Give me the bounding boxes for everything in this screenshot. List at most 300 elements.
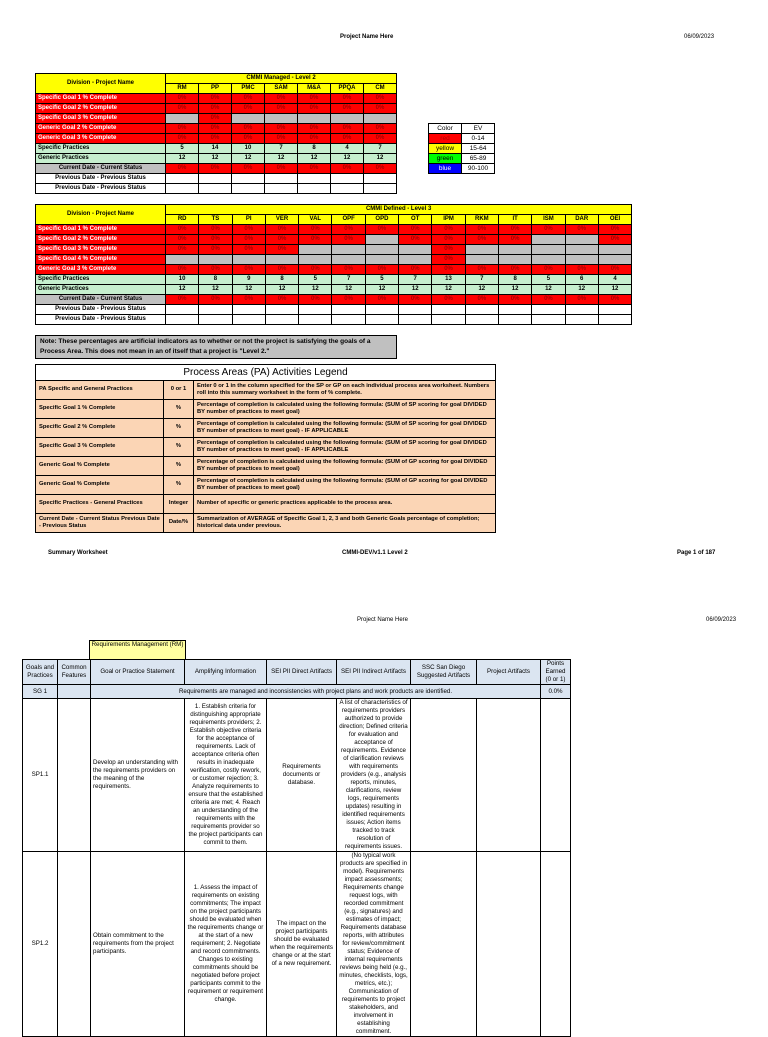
pa-term: Generic Goal % Complete xyxy=(36,476,164,495)
grid-cell: 0% xyxy=(265,245,298,255)
grid-cell: 0% xyxy=(432,265,465,275)
grid-cell: 12 xyxy=(532,285,565,295)
pa-unit: % xyxy=(164,419,194,438)
row-label: Specific Practices xyxy=(36,275,166,285)
pa-term: Specific Goal 1 % Complete xyxy=(36,400,164,419)
grid-cell: 8 xyxy=(265,275,298,285)
grid-cell: 12 xyxy=(265,154,298,164)
grid-cell xyxy=(265,315,298,325)
pa-unit: % xyxy=(164,457,194,476)
grid-cell: 0% xyxy=(265,94,298,104)
grid-cell: 0% xyxy=(365,265,398,275)
grid-cell xyxy=(265,305,298,315)
grid-cell xyxy=(199,255,232,265)
grid-cell xyxy=(598,255,631,265)
grid-cell: 0% xyxy=(199,94,232,104)
common-feature-cell xyxy=(58,852,91,1037)
color-range: 15-64 xyxy=(462,144,495,154)
grid-cell: 0% xyxy=(199,104,232,114)
grid-cell xyxy=(465,305,498,315)
grid-cell: 12 xyxy=(265,285,298,295)
grid-cell xyxy=(265,114,298,124)
grid-cell: 0% xyxy=(232,245,265,255)
color-key-table xyxy=(428,123,495,174)
grid-cell xyxy=(166,315,199,325)
grid-cell: 0% xyxy=(265,104,298,114)
grid-cell: 12 xyxy=(298,154,331,164)
grid-cell xyxy=(331,174,364,184)
grid-cell xyxy=(565,235,598,245)
grid-cell: 0% xyxy=(299,235,332,245)
sg-statement: Requirements are managed and inconsistencies with project plans and work products are identified. xyxy=(91,685,541,699)
grid-cell: 0% xyxy=(298,104,331,114)
grid-cell xyxy=(565,245,598,255)
level2-table xyxy=(35,73,397,194)
req-header: Goal or Practice Statement xyxy=(91,660,185,685)
grid-cell: 12 xyxy=(498,285,531,295)
grid-cell: 7 xyxy=(399,275,432,285)
practice-statement: Obtain commitment to the requirements from the project participants. xyxy=(91,852,185,1037)
grid-cell: 0% xyxy=(332,235,365,245)
grid-cell xyxy=(299,305,332,315)
row-label: Current Date - Current Status xyxy=(36,164,166,174)
sg-spacer xyxy=(58,685,91,699)
column-header: PPQA xyxy=(331,84,364,94)
grid-cell: 12 xyxy=(232,285,265,295)
column-header: DAR xyxy=(565,215,598,225)
row-label: Previous Date - Previous Status xyxy=(36,174,166,184)
grid-cell xyxy=(364,114,397,124)
grid-cell xyxy=(598,245,631,255)
grid-cell: 0% xyxy=(532,295,565,305)
grid-cell: 8 xyxy=(498,275,531,285)
amplifying-info: 1. Assess the impact of requirements on existing commitments; The impact on the project participants should be evaluated when the requirements change or at the start of a new requirement; 2. Negotiate and record commitments. Changes to existing commitments should be negotiated before project participants commit to the requirement or requirement change. xyxy=(185,852,267,1037)
practice-id: SP1.1 xyxy=(23,699,58,852)
color-range: 0-14 xyxy=(462,134,495,144)
req-header: Common Features xyxy=(58,660,91,685)
row-label: Specific Goal 1 % Complete xyxy=(36,225,166,235)
row-label: Generic Practices xyxy=(36,154,166,164)
pa-legend-table xyxy=(35,364,496,533)
grid-cell: 5 xyxy=(365,275,398,285)
color-swatch: green xyxy=(429,154,462,164)
grid-cell: 0% xyxy=(465,235,498,245)
req-header: Amplifying Information xyxy=(185,660,267,685)
color-range: 90-100 xyxy=(462,164,495,174)
indirect-artifacts: A list of characteristics of requirements providers authorized to provide direction; Defined criteria for evaluation and acceptance of requirements. Evidence of clarification reviews with requirements providers (e.g., analysis reports, minutes, clarifications, review logs, requirements updates) resulting in identified requirements issues; Action items tracked to track resolution of requirements issues. xyxy=(337,699,411,852)
grid-cell xyxy=(232,184,265,194)
grid-cell: 12 xyxy=(332,285,365,295)
project-name: Project Name Here xyxy=(340,34,394,40)
grid-cell: 8 xyxy=(298,144,331,154)
indirect-artifacts: (No typical work products are specified in model). Requirements impact assessments; Requirements change request logs, with recorded commitment (e.g., signatures) and estimates of impact; Requirements database reports, with attributes for review/commitment status; Evidence of internal requirements reviews being held (e.g., minutes, checklists, logs, metrics, etc.); Communication of requirements to project stakeholders, and involvement in establishing commitment. xyxy=(337,852,411,1037)
req-header: SSC San Diego Suggested Artifacts xyxy=(411,660,477,685)
grid-cell xyxy=(299,255,332,265)
grid-cell: 0% xyxy=(532,265,565,275)
grid-cell xyxy=(465,315,498,325)
color-swatch: blue xyxy=(429,164,462,174)
row-label: Generic Goal 2 % Complete xyxy=(36,124,166,134)
pa-unit: Date/% xyxy=(164,514,194,533)
grid-cell: 0% xyxy=(199,114,232,124)
grid-cell: 0% xyxy=(265,265,298,275)
column-header: OPF xyxy=(332,215,365,225)
grid-cell xyxy=(199,315,232,325)
note-box: Note: These percentages are artificial indicators as to whether or not the project is satisfying the goals of a Process Area. This does not mean in an of itself that a project is "Level 2." xyxy=(35,335,397,359)
grid-cell xyxy=(232,255,265,265)
row-label: Specific Practices xyxy=(36,144,166,154)
pa-description: Percentage of completion is calculated using the following formula: (SUM of SP scoring for goal DIVIDED BY number of practices to meet goal) xyxy=(194,400,496,419)
grid-cell: 0% xyxy=(498,225,531,235)
grid-cell xyxy=(265,174,298,184)
row-label: Generic Goal 3 % Complete xyxy=(36,265,166,275)
grid-cell: 0% xyxy=(598,225,631,235)
grid-cell: 0% xyxy=(265,235,298,245)
color-key-header: Color xyxy=(429,124,462,134)
grid-cell xyxy=(299,245,332,255)
req-header: Points Earned (0 or 1) xyxy=(541,660,571,685)
grid-title: CMMI Managed - Level 2 xyxy=(166,74,397,84)
color-key-header: EV xyxy=(462,124,495,134)
grid-cell xyxy=(299,315,332,325)
grid-cell: 12 xyxy=(166,285,199,295)
grid-cell xyxy=(166,114,199,124)
grid-cell: 0% xyxy=(399,295,432,305)
grid-cell xyxy=(332,245,365,255)
grid-cell: 4 xyxy=(598,275,631,285)
grid-cell: 0% xyxy=(199,235,232,245)
grid-cell: 0% xyxy=(166,94,199,104)
grid-cell: 0% xyxy=(331,104,364,114)
pa-term: PA Specific and General Practices xyxy=(36,381,164,400)
grid-cell: 0% xyxy=(166,164,199,174)
pa-term: Current Date - Current Status Previous Date - Previous Status xyxy=(36,514,164,533)
grid-cell xyxy=(199,174,232,184)
pa-description: Percentage of completion is calculated using the following formula: (SUM of GP scoring for goal DIVIDED BY number of practices to meet goal) xyxy=(194,476,496,495)
grid-cell xyxy=(265,184,298,194)
grid-cell xyxy=(332,305,365,315)
grid-cell: 7 xyxy=(465,275,498,285)
grid-cell: 0% xyxy=(465,225,498,235)
grid-cell: 0% xyxy=(432,235,465,245)
grid-cell: 0% xyxy=(166,134,199,144)
row-label: Specific Goal 3 % Complete xyxy=(36,245,166,255)
grid-cell xyxy=(332,255,365,265)
grid-cell xyxy=(598,305,631,315)
grid-cell: 0% xyxy=(199,164,232,174)
grid-cell: 0% xyxy=(465,265,498,275)
grid-cell: 12 xyxy=(232,154,265,164)
grid-cell: 0% xyxy=(298,134,331,144)
grid-cell: 0% xyxy=(166,245,199,255)
row-label: Specific Goal 2 % Complete xyxy=(36,104,166,114)
grid-cell: 0% xyxy=(565,265,598,275)
column-header: RD xyxy=(166,215,199,225)
grid-cell: 0% xyxy=(465,295,498,305)
row-label: Previous Date - Previous Status xyxy=(36,184,166,194)
grid-cell: 12 xyxy=(299,285,332,295)
grid-cell: 0% xyxy=(332,295,365,305)
grid-cell: 12 xyxy=(565,285,598,295)
grid-cell: 14 xyxy=(199,144,232,154)
amplifying-info: 1. Establish criteria for distinguishing appropriate requirements providers; 2. Establish objective criteria for the acceptance of requirements. Lack of acceptance criteria often results in inadequate verification, costly rework, or customer rejection; 3. Analyze requirements to ensure that the established criteria are met; 4. Reach an understanding of the requirements with the requirements provider so the project participants can commit to them. xyxy=(185,699,267,852)
pa-term: Specific Goal 2 % Complete xyxy=(36,419,164,438)
grid-cell: 0% xyxy=(199,245,232,255)
grid-cell xyxy=(232,305,265,315)
grid-cell: 6 xyxy=(565,275,598,285)
division-label: Division - Project Name xyxy=(36,74,166,94)
grid-cell: 0% xyxy=(565,295,598,305)
footer-center: CMMI-DEV/v1.1 Level 2 xyxy=(342,550,408,556)
pa-legend-title: Process Areas (PA) Activities Legend xyxy=(36,365,496,381)
grid-cell: 0% xyxy=(232,295,265,305)
grid-cell: 0% xyxy=(166,235,199,245)
grid-cell xyxy=(166,174,199,184)
grid-cell: 0% xyxy=(298,164,331,174)
grid-cell xyxy=(365,255,398,265)
grid-cell xyxy=(498,315,531,325)
grid-cell: 8 xyxy=(199,275,232,285)
pa-unit: % xyxy=(164,400,194,419)
grid-cell xyxy=(465,255,498,265)
grid-cell xyxy=(298,184,331,194)
column-header: RKM xyxy=(465,215,498,225)
grid-cell: 0% xyxy=(199,265,232,275)
grid-cell: 12 xyxy=(399,285,432,295)
project-artifacts-cell[interactable] xyxy=(477,699,541,852)
grid-cell: 0% xyxy=(432,255,465,265)
column-header: CM xyxy=(364,84,397,94)
points-earned-cell[interactable] xyxy=(541,699,571,852)
grid-cell: 0% xyxy=(498,235,531,245)
grid-cell: 0% xyxy=(265,164,298,174)
column-header: ISM xyxy=(532,215,565,225)
grid-cell xyxy=(364,184,397,194)
grid-cell: 0% xyxy=(199,124,232,134)
grid-cell xyxy=(166,255,199,265)
grid-cell xyxy=(365,305,398,315)
grid-cell: 0% xyxy=(299,225,332,235)
grid-cell xyxy=(432,305,465,315)
pa-description: Summarization of AVERAGE of Specific Goal 1, 2, 3 and both Generic Goals percentage of completion; historical data under previous. xyxy=(194,514,496,533)
pa-description: Percentage of completion is calculated using the following formula: (SUM of SP scoring for goal DIVIDED BY number of practices to meet goal) - IF APPLICABLE xyxy=(194,419,496,438)
column-header: M&A xyxy=(298,84,331,94)
pa-description: Enter 0 or 1 in the column specified for the SP or GP on each individual process area worksheet. Numbers roll into this summary worksheet in the form of % complete. xyxy=(194,381,496,400)
grid-cell: 0% xyxy=(232,225,265,235)
column-header: OT xyxy=(399,215,432,225)
grid-cell xyxy=(565,255,598,265)
grid-cell xyxy=(166,305,199,315)
direct-artifacts: The impact on the project participants should be evaluated when the requirements change or at the start of a new requirement. xyxy=(267,852,337,1037)
pa-unit: Integer xyxy=(164,495,194,514)
grid-cell: 0% xyxy=(432,225,465,235)
grid-cell: 0% xyxy=(532,225,565,235)
grid-cell: 0% xyxy=(265,225,298,235)
grid-cell xyxy=(199,305,232,315)
grid-cell: 0% xyxy=(299,295,332,305)
row-label: Specific Goal 3 % Complete xyxy=(36,114,166,124)
row-label: Generic Practices xyxy=(36,285,166,295)
level3-table xyxy=(35,204,632,325)
grid-cell: 13 xyxy=(432,275,465,285)
grid-cell: 12 xyxy=(166,154,199,164)
sg-id: SG 1 xyxy=(23,685,58,699)
grid-cell: 0% xyxy=(265,134,298,144)
column-header: PP xyxy=(199,84,232,94)
grid-cell: 7 xyxy=(265,144,298,154)
grid-cell: 0% xyxy=(331,124,364,134)
rm-box: Requirements Management (RM) xyxy=(89,640,186,660)
grid-cell xyxy=(232,114,265,124)
grid-cell: 0% xyxy=(565,225,598,235)
grid-cell xyxy=(532,315,565,325)
pa-term: Generic Goal % Complete xyxy=(36,457,164,476)
grid-cell xyxy=(399,305,432,315)
req-header: SEI PII Direct Artifacts xyxy=(267,660,337,685)
grid-cell: 0% xyxy=(166,124,199,134)
grid-cell xyxy=(565,305,598,315)
pa-description: Percentage of completion is calculated using the following formula: (SUM of GP scoring for goal DIVIDED BY number of practices to meet goal) xyxy=(194,457,496,476)
color-range: 65-89 xyxy=(462,154,495,164)
grid-cell: 0% xyxy=(364,134,397,144)
grid-cell: 7 xyxy=(364,144,397,154)
grid-cell xyxy=(365,235,398,245)
pa-unit: 0 or 1 xyxy=(164,381,194,400)
column-header: OPD xyxy=(365,215,398,225)
grid-cell: 10 xyxy=(232,144,265,154)
grid-cell xyxy=(465,245,498,255)
grid-cell xyxy=(199,184,232,194)
grid-cell: 0% xyxy=(232,124,265,134)
grid-cell xyxy=(532,255,565,265)
color-swatch: red xyxy=(429,134,462,144)
grid-cell xyxy=(265,255,298,265)
grid-cell: 0% xyxy=(364,124,397,134)
pa-term: Specific Practices - General Practices xyxy=(36,495,164,514)
column-header: TS xyxy=(199,215,232,225)
grid-cell: 0% xyxy=(331,94,364,104)
grid-cell: 0% xyxy=(166,295,199,305)
column-header: VER xyxy=(265,215,298,225)
pa-unit: % xyxy=(164,438,194,457)
req-header: Goals and Practices xyxy=(23,660,58,685)
grid-cell: 0% xyxy=(331,134,364,144)
grid-cell: 0% xyxy=(399,265,432,275)
column-header: IT xyxy=(498,215,531,225)
grid-cell: 0% xyxy=(232,134,265,144)
grid-cell: 0% xyxy=(199,225,232,235)
practice-id: SP1.2 xyxy=(23,852,58,1037)
grid-cell: 0% xyxy=(298,124,331,134)
ssc-artifacts-cell[interactable] xyxy=(411,852,477,1037)
grid-cell: 5 xyxy=(166,144,199,154)
grid-cell: 12 xyxy=(598,285,631,295)
grid-cell: 0% xyxy=(331,164,364,174)
grid-cell: 0% xyxy=(332,265,365,275)
row-label: Specific Goal 1 % Complete xyxy=(36,94,166,104)
row-label: Generic Goal 3 % Complete xyxy=(36,134,166,144)
column-header: SAM xyxy=(265,84,298,94)
grid-cell xyxy=(232,174,265,184)
points-earned-cell[interactable] xyxy=(541,852,571,1037)
pa-term: Specific Goal 3 % Complete xyxy=(36,438,164,457)
grid-cell: 0% xyxy=(298,94,331,104)
grid-cell: 12 xyxy=(465,285,498,295)
grid-cell: 12 xyxy=(199,154,232,164)
grid-cell xyxy=(432,315,465,325)
row-label: Previous Date - Previous Status xyxy=(36,315,166,325)
grid-cell: 0% xyxy=(364,164,397,174)
req-header: SEI PII Indirect Artifacts xyxy=(337,660,411,685)
grid-cell xyxy=(298,114,331,124)
requirements-table xyxy=(22,659,571,1037)
page2-date: 06/09/2023 xyxy=(706,617,737,623)
grid-cell: 0% xyxy=(265,124,298,134)
grid-cell xyxy=(399,245,432,255)
grid-cell: 4 xyxy=(331,144,364,154)
ssc-artifacts-cell[interactable] xyxy=(411,699,477,852)
column-header: IPM xyxy=(432,215,465,225)
grid-cell: 0% xyxy=(232,94,265,104)
row-label: Current Date - Current Status xyxy=(36,295,166,305)
grid-cell xyxy=(332,315,365,325)
grid-cell: 7 xyxy=(332,275,365,285)
grid-cell xyxy=(232,315,265,325)
row-label: Specific Goal 4 % Complete xyxy=(36,255,166,265)
grid-cell: 12 xyxy=(432,285,465,295)
pa-description: Number of specific or generic practices applicable to the process area. xyxy=(194,495,496,514)
row-label: Previous Date - Previous Status xyxy=(36,305,166,315)
grid-cell: 5 xyxy=(299,275,332,285)
grid-cell xyxy=(166,184,199,194)
grid-cell: 12 xyxy=(199,285,232,295)
grid-cell: 0% xyxy=(399,235,432,245)
grid-cell: 0% xyxy=(299,265,332,275)
grid-cell xyxy=(498,255,531,265)
grid-cell xyxy=(498,245,531,255)
grid-cell: 0% xyxy=(265,295,298,305)
grid-cell xyxy=(498,305,531,315)
grid-cell: 10 xyxy=(166,275,199,285)
division-label: Division - Project Name xyxy=(36,205,166,225)
grid-cell xyxy=(331,184,364,194)
grid-cell: 12 xyxy=(364,154,397,164)
footer-left: Summary Worksheet xyxy=(48,550,108,556)
column-header: RM xyxy=(166,84,199,94)
project-artifacts-cell[interactable] xyxy=(477,852,541,1037)
footer-right: Page 1 of 187 xyxy=(677,550,716,556)
grid-cell: 0% xyxy=(166,104,199,114)
column-header: OEI xyxy=(598,215,631,225)
grid-cell: 0% xyxy=(232,104,265,114)
column-header: VAL xyxy=(299,215,332,225)
grid-cell xyxy=(331,114,364,124)
grid-cell: 0% xyxy=(365,295,398,305)
grid-title: CMMI Defined - Level 3 xyxy=(166,205,632,215)
grid-cell: 0% xyxy=(498,265,531,275)
grid-cell: 12 xyxy=(365,285,398,295)
grid-cell: 0% xyxy=(432,245,465,255)
grid-cell xyxy=(298,174,331,184)
color-swatch: yellow xyxy=(429,144,462,154)
grid-cell: 0% xyxy=(199,295,232,305)
grid-cell: 0% xyxy=(365,225,398,235)
grid-cell xyxy=(399,255,432,265)
grid-cell: 0% xyxy=(598,235,631,245)
page-date: 06/09/2023 xyxy=(684,34,715,40)
grid-cell xyxy=(598,315,631,325)
grid-cell: 0% xyxy=(232,265,265,275)
